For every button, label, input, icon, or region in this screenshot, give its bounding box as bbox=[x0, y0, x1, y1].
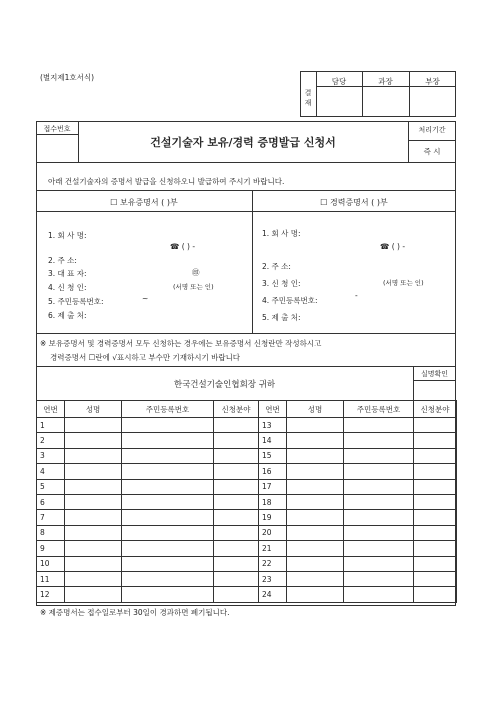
right-applicant: 3. 신 청 인: bbox=[262, 279, 301, 288]
row-number: 16 bbox=[259, 464, 287, 479]
right-sign: (서명 또는 인) bbox=[383, 279, 424, 287]
field-cell[interactable] bbox=[414, 525, 457, 540]
field-cell[interactable] bbox=[414, 433, 457, 448]
processing-value: 즉 시 bbox=[423, 147, 441, 156]
table-row bbox=[37, 571, 457, 586]
name-cell[interactable] bbox=[287, 571, 344, 586]
col-header: 성명 bbox=[65, 401, 122, 418]
rrn-cell[interactable] bbox=[122, 494, 214, 509]
name-cell[interactable] bbox=[65, 448, 122, 463]
field-cell[interactable] bbox=[214, 494, 259, 509]
rrn-cell[interactable] bbox=[122, 510, 214, 525]
receipt-label: 접수번호 bbox=[43, 125, 71, 133]
row-number: 13 bbox=[259, 418, 287, 433]
page-title: 건설기술자 보유/경력 증명발급 신청서 bbox=[150, 136, 336, 149]
col-header: 연번 bbox=[259, 401, 287, 418]
rrn-cell[interactable] bbox=[122, 479, 214, 494]
name-cell[interactable] bbox=[65, 587, 122, 602]
addressee: 한국건설기술인협회장 귀하 bbox=[173, 380, 276, 390]
row-number: 9 bbox=[37, 541, 65, 556]
rrn-cell[interactable] bbox=[122, 571, 214, 586]
field-cell[interactable] bbox=[214, 525, 259, 540]
name-cell[interactable] bbox=[287, 541, 344, 556]
name-cell[interactable] bbox=[65, 494, 122, 509]
name-cell[interactable] bbox=[287, 448, 344, 463]
field-cell[interactable] bbox=[214, 510, 259, 525]
name-cell[interactable] bbox=[287, 525, 344, 540]
rrn-cell[interactable] bbox=[344, 571, 414, 586]
col-header: 주민등록번호 bbox=[122, 401, 214, 418]
rrn-cell[interactable] bbox=[122, 587, 214, 602]
col-header: 성명 bbox=[287, 401, 344, 418]
name-cell[interactable] bbox=[65, 556, 122, 571]
name-cell[interactable] bbox=[65, 418, 122, 433]
field-cell[interactable] bbox=[414, 571, 457, 586]
right-phone: ☎ ( ) - bbox=[380, 242, 406, 251]
field-cell[interactable] bbox=[214, 433, 259, 448]
name-cell[interactable] bbox=[65, 510, 122, 525]
row-number: 24 bbox=[259, 587, 287, 602]
field-cell[interactable] bbox=[414, 510, 457, 525]
rrn-cell[interactable] bbox=[344, 479, 414, 494]
table-row bbox=[37, 525, 457, 540]
left-address: 2. 주 소: bbox=[48, 256, 77, 265]
name-cell[interactable] bbox=[65, 571, 122, 586]
row-number: 19 bbox=[259, 510, 287, 525]
left-sign: (서명 또는 인) bbox=[173, 283, 214, 291]
row-number: 20 bbox=[259, 525, 287, 540]
rrn-cell[interactable] bbox=[344, 448, 414, 463]
row-number: 23 bbox=[259, 571, 287, 586]
field-cell[interactable] bbox=[414, 464, 457, 479]
name-cell[interactable] bbox=[287, 556, 344, 571]
approval-col-director: 부장 bbox=[425, 77, 440, 86]
field-cell[interactable] bbox=[414, 587, 457, 602]
field-cell[interactable] bbox=[414, 418, 457, 433]
name-cell[interactable] bbox=[287, 479, 344, 494]
field-cell[interactable] bbox=[214, 587, 259, 602]
name-cell[interactable] bbox=[65, 541, 122, 556]
table-row bbox=[37, 541, 457, 556]
approval-col-staff: 담당 bbox=[331, 77, 347, 86]
rrn-cell[interactable] bbox=[344, 464, 414, 479]
name-cell[interactable] bbox=[287, 433, 344, 448]
row-number: 3 bbox=[37, 448, 65, 463]
left-rrn: 5. 주민등록번호: bbox=[48, 297, 104, 306]
table-row bbox=[37, 556, 457, 571]
col-header: 주민등록번호 bbox=[344, 401, 414, 418]
row-number: 4 bbox=[37, 464, 65, 479]
field-cell[interactable] bbox=[214, 556, 259, 571]
rrn-cell[interactable] bbox=[344, 556, 414, 571]
row-number: 22 bbox=[259, 556, 287, 571]
name-cell[interactable] bbox=[287, 494, 344, 509]
note-line-2: 경력증명서 ☐란에 √표시하고 부수만 기재하시기 바랍니다 bbox=[50, 353, 241, 362]
field-cell[interactable] bbox=[414, 541, 457, 556]
table-row bbox=[37, 587, 457, 602]
col-header: 신청분야 bbox=[214, 401, 259, 418]
confirm-label: 실명확인 bbox=[420, 370, 449, 378]
left-applicant: 4. 신 청 인: bbox=[48, 283, 87, 292]
table-row bbox=[37, 494, 457, 509]
rrn-cell[interactable] bbox=[122, 418, 214, 433]
field-cell[interactable] bbox=[214, 418, 259, 433]
name-cell[interactable] bbox=[287, 418, 344, 433]
left-header: ☐ 보유증명서 ( )부 bbox=[110, 198, 178, 207]
name-cell[interactable] bbox=[287, 587, 344, 602]
field-cell[interactable] bbox=[214, 571, 259, 586]
field-cell[interactable] bbox=[214, 464, 259, 479]
name-cell[interactable] bbox=[65, 464, 122, 479]
approval-col-manager: 과장 bbox=[378, 77, 393, 86]
rrn-cell[interactable] bbox=[344, 541, 414, 556]
intro-text: 아래 건설기술자의 증명서 발급을 신청하오니 발급하여 주시기 바랍니다. bbox=[48, 177, 285, 186]
left-phone: ☎ ( ) - bbox=[170, 242, 196, 251]
table-row bbox=[37, 479, 457, 494]
col-header: 연번 bbox=[37, 401, 65, 418]
left-submit: 6. 제 출 처: bbox=[48, 311, 87, 320]
right-header: ☐ 경력증명서 ( )부 bbox=[320, 198, 388, 207]
processing-label: 처리기간 bbox=[418, 126, 446, 134]
rrn-cell[interactable] bbox=[344, 433, 414, 448]
row-number: 5 bbox=[37, 479, 65, 494]
row-number: 15 bbox=[259, 448, 287, 463]
table-row bbox=[37, 448, 457, 463]
applicant-table bbox=[36, 400, 457, 603]
field-cell[interactable] bbox=[214, 479, 259, 494]
table-row bbox=[37, 510, 457, 525]
right-company: 1. 회 사 명: bbox=[262, 229, 301, 238]
field-cell[interactable] bbox=[414, 556, 457, 571]
field-cell[interactable] bbox=[214, 541, 259, 556]
table-row bbox=[37, 418, 457, 433]
row-number: 17 bbox=[259, 479, 287, 494]
row-number: 14 bbox=[259, 433, 287, 448]
row-number: 18 bbox=[259, 494, 287, 509]
row-number: 1 bbox=[37, 418, 65, 433]
rrn-cell[interactable] bbox=[344, 510, 414, 525]
right-rrn-dash: - bbox=[355, 291, 358, 300]
name-cell[interactable] bbox=[287, 464, 344, 479]
seal-icon: ㊞ bbox=[192, 268, 200, 277]
left-company: 1. 회 사 명: bbox=[48, 231, 87, 240]
left-rrn-dash: ~ bbox=[142, 294, 149, 303]
row-number: 2 bbox=[37, 433, 65, 448]
name-cell[interactable] bbox=[65, 525, 122, 540]
field-cell[interactable] bbox=[414, 494, 457, 509]
name-cell[interactable] bbox=[287, 510, 344, 525]
right-submit: 5. 제 출 처: bbox=[262, 313, 301, 322]
form-label: (별지제1호서식) bbox=[40, 73, 95, 82]
table-row bbox=[37, 433, 457, 448]
row-number: 10 bbox=[37, 556, 65, 571]
rrn-cell[interactable] bbox=[122, 525, 214, 540]
approval-side-label: 결 재 bbox=[304, 89, 312, 107]
rrn-cell[interactable] bbox=[122, 433, 214, 448]
right-rrn: 4. 주민등록번호: bbox=[262, 296, 318, 305]
row-number: 21 bbox=[259, 541, 287, 556]
rrn-cell[interactable] bbox=[344, 525, 414, 540]
name-cell[interactable] bbox=[65, 433, 122, 448]
rrn-cell[interactable] bbox=[122, 464, 214, 479]
field-cell[interactable] bbox=[414, 448, 457, 463]
table-header-row bbox=[37, 401, 457, 418]
rrn-cell[interactable] bbox=[122, 541, 214, 556]
col-header: 신청분야 bbox=[414, 401, 457, 418]
rrn-cell[interactable] bbox=[344, 418, 414, 433]
row-number: 12 bbox=[37, 587, 65, 602]
rrn-cell[interactable] bbox=[344, 494, 414, 509]
row-number: 11 bbox=[37, 571, 65, 586]
note-line-1: ※ 보유증명서 및 경력증명서 모두 신청하는 경우에는 보유증명서 신청란만 작성하시고 bbox=[40, 339, 322, 348]
rrn-cell[interactable] bbox=[122, 556, 214, 571]
rrn-cell[interactable] bbox=[344, 587, 414, 602]
table-row bbox=[37, 464, 457, 479]
left-ceo: 3. 대 표 자: bbox=[48, 269, 87, 278]
field-cell[interactable] bbox=[414, 479, 457, 494]
row-number: 8 bbox=[37, 525, 65, 540]
footer-note: ※ 제증명서는 접수일로부터 30일이 경과하면 폐기됩니다. bbox=[40, 608, 230, 617]
right-address: 2. 주 소: bbox=[262, 262, 291, 271]
name-cell[interactable] bbox=[65, 479, 122, 494]
row-number: 7 bbox=[37, 510, 65, 525]
rrn-cell[interactable] bbox=[122, 448, 214, 463]
field-cell[interactable] bbox=[214, 448, 259, 463]
row-number: 6 bbox=[37, 494, 65, 509]
